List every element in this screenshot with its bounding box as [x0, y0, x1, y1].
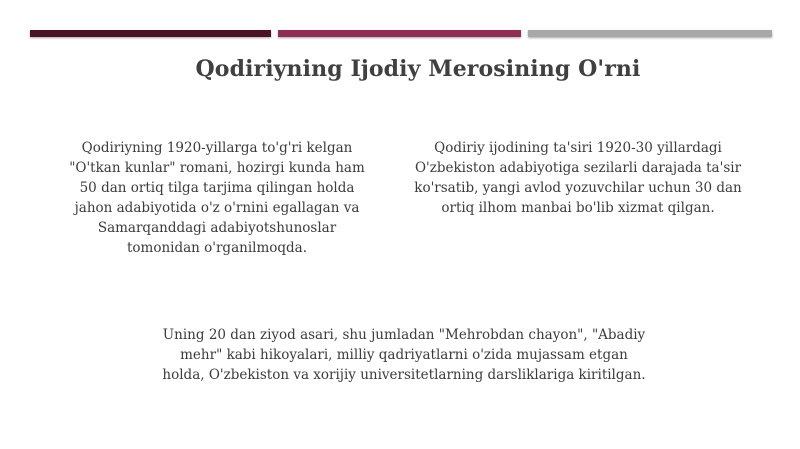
bottom-text-block: [120, 325, 688, 385]
text-line: "O'tkan kunlar" romani, hozirgi kunda ham: [69, 160, 365, 176]
slide-title: Qodiriyning Ijodiy Merosining O'rni: [195, 56, 641, 82]
header-bar-left: [30, 30, 271, 37]
text-line: Uning 20 dan ziyod asari, shu jumladan "Mehrobdan chayon", "Abadiy: [162, 327, 646, 343]
text-line: tomonidan o'rganilmoqda.: [126, 240, 308, 256]
text-line: O'zbekiston adabiyotiga sezilarli darajada ta'sir: [414, 160, 742, 176]
text-line: holda, O'zbekiston va xorijiy universitetlarning darsliklariga kiritilgan.: [162, 367, 646, 383]
header-bar-right: [528, 30, 772, 37]
text-line: Samarqanddagi adabiyotshunoslar: [97, 220, 337, 236]
text-line: Qodiriyning 1920-yillarga to'g'ri kelgan: [81, 140, 353, 156]
header-bar-middle: [278, 30, 521, 37]
text-line: Qodiriy ijodining ta'siri 1920-30 yillardagi: [434, 140, 722, 156]
text-line: ko'rsatib, yangi avlod yozuvchilar uchun 30 dan: [414, 180, 742, 196]
text-line: mehr" kabi hikoyalari, milliy qadriyatlarni o'zida mujassam etgan: [180, 347, 628, 363]
decorative-header-bars: [30, 30, 772, 39]
right-text-block: [398, 138, 758, 218]
text-line: jahon adabiyotida o'z o'rnini egallagan va: [74, 200, 360, 216]
text-line: ortiq ilhom manbai bo'lib xizmat qilgan.: [441, 200, 715, 216]
text-line: 50 dan ortiq tilga tarjima qilingan holda: [79, 180, 355, 196]
left-text-block: [53, 138, 381, 258]
